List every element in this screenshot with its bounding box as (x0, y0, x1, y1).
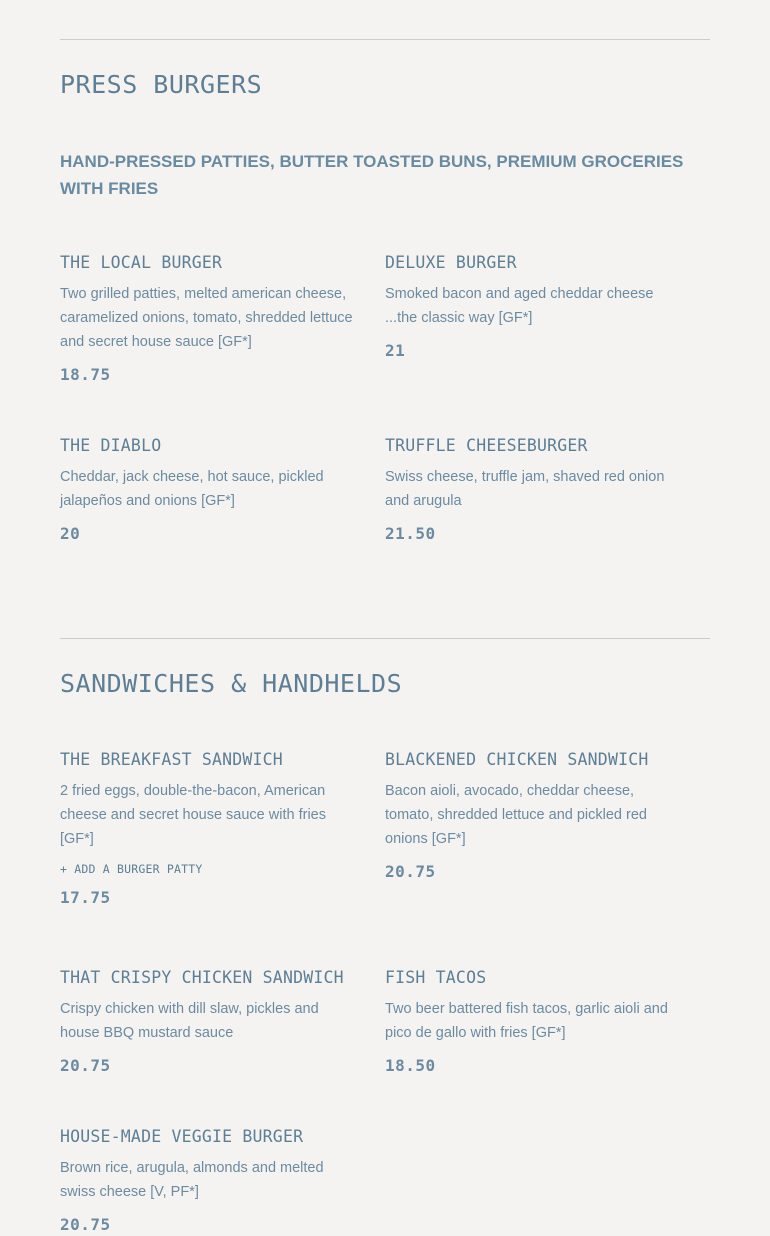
menu-item-price: 20.75 (60, 1215, 111, 1234)
menu-item (385, 253, 680, 362)
menu-item-name: THE BREAKFAST SANDWICH (60, 750, 283, 769)
section-divider (60, 638, 710, 639)
menu-item-price: 20.75 (385, 862, 436, 881)
menu-item-description: Two grilled patties, melted american cheese, caramelized onions, tomato, shredded lettuce and secret house sauce [GF*] (60, 286, 353, 350)
menu-item (60, 1127, 355, 1236)
menu-item-description: Smoked bacon and aged cheddar cheese ...the classic way [GF*] (385, 286, 654, 326)
menu-item (385, 436, 680, 545)
menu-item-addon: + ADD A BURGER PATTY (60, 862, 203, 876)
menu-item-price: 20 (60, 524, 81, 543)
menu-item-price: 21.50 (385, 524, 436, 543)
section-title: PRESS BURGERS (60, 70, 263, 99)
menu-item-name: HOUSE-MADE VEGGIE BURGER (60, 1127, 304, 1146)
menu-item-name: THE LOCAL BURGER (60, 253, 223, 272)
menu-item-description: Cheddar, jack cheese, hot sauce, pickled jalapeños and onions [GF*] (60, 469, 324, 509)
menu-item-description: Brown rice, arugula, almonds and melted swiss cheese [V, PF*] (60, 1160, 324, 1200)
menu-item (60, 750, 355, 909)
menu-item-price: 17.75 (60, 888, 111, 907)
menu-item-name: TRUFFLE CHEESEBURGER (385, 436, 588, 455)
menu-item (60, 436, 355, 545)
menu-item-price: 20.75 (60, 1056, 111, 1075)
menu-item-description: Crispy chicken with dill slaw, pickles and house BBQ mustard sauce (60, 1001, 319, 1041)
section-subtitle: HAND-PRESSED PATTIES, BUTTER TOASTED BUNS, PREMIUM GROCERIES WITH FRIES (60, 152, 684, 198)
menu-item (60, 968, 355, 1077)
menu-item-name: DELUXE BURGER (385, 253, 517, 272)
section-title: SANDWICHES & HANDHELDS (60, 669, 403, 698)
menu-item-name: THE DIABLO (60, 436, 162, 455)
menu-item (385, 750, 680, 883)
menu-item-name: FISH TACOS (385, 968, 487, 987)
section-divider (60, 39, 710, 40)
menu-item-description: 2 fried eggs, double-the-bacon, American cheese and secret house sauce with fries [GF*] (60, 783, 326, 847)
menu-item-name: THAT CRISPY CHICKEN SANDWICH (60, 968, 344, 987)
menu-item (385, 968, 680, 1077)
menu-item-description: Bacon aioli, avocado, cheddar cheese, tomato, shredded lettuce and pickled red onions [GF*] (385, 783, 647, 847)
menu-item (60, 253, 355, 386)
menu-item-price: 18.75 (60, 365, 111, 384)
menu-item-name: BLACKENED CHICKEN SANDWICH (385, 750, 649, 769)
menu-item-price: 21 (385, 341, 406, 360)
menu-item-price: 18.50 (385, 1056, 436, 1075)
menu-item-description: Swiss cheese, truffle jam, shaved red onion and arugula (385, 469, 665, 509)
menu-item-description: Two beer battered fish tacos, garlic aioli and pico de gallo with fries [GF*] (385, 1001, 668, 1041)
